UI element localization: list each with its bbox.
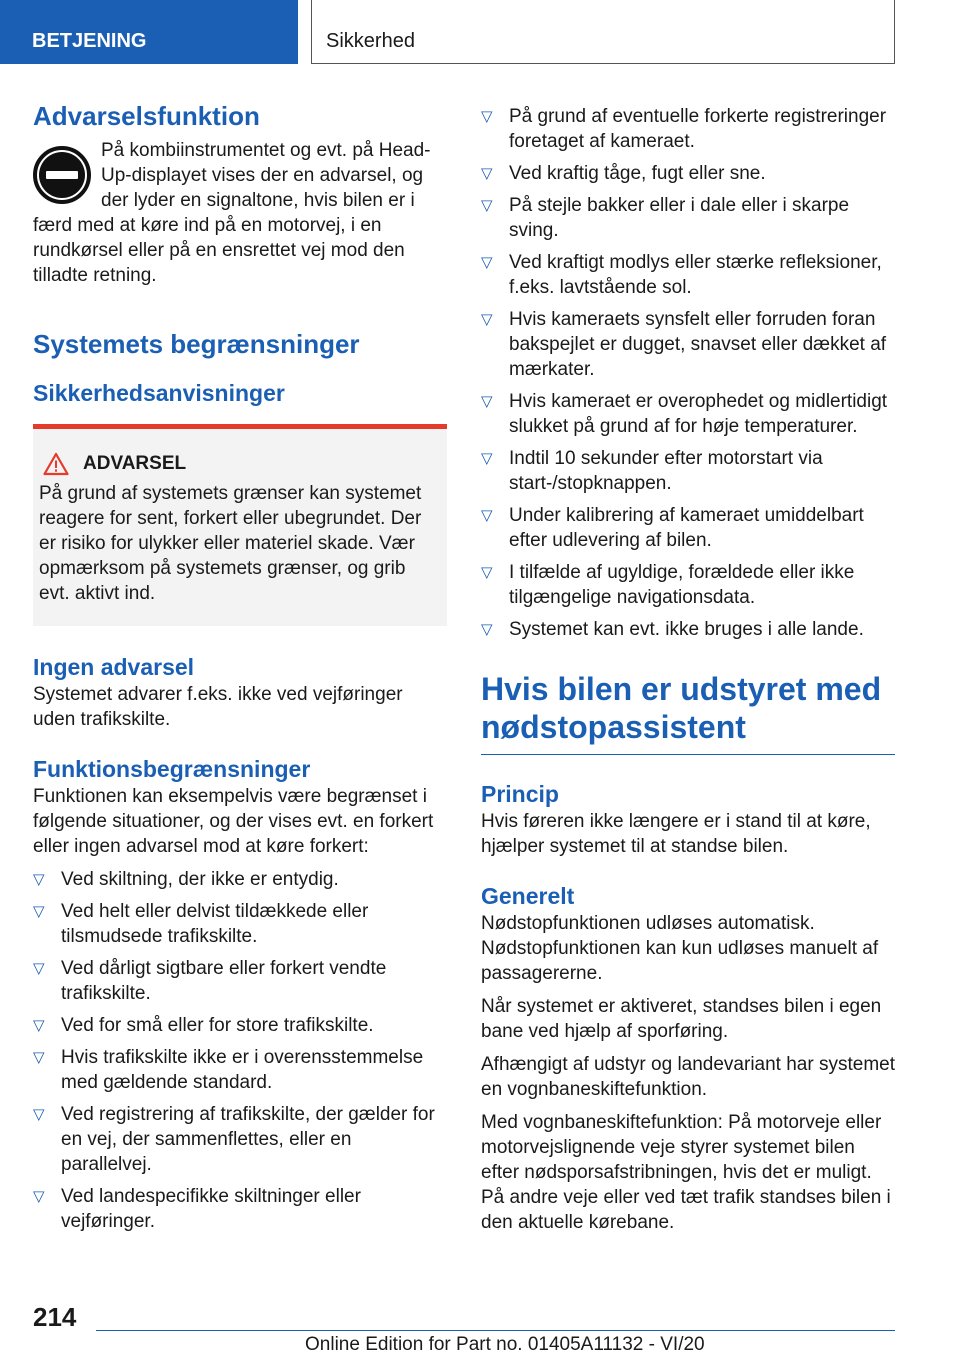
- heading-advarselsfunktion: Advarselsfunktion: [33, 101, 260, 131]
- right-column: [481, 100, 895, 1235]
- list-item: ▽ Hvis trafikskilte ikke er i overensstemmelse med gældende standard.: [33, 1047, 424, 1093]
- list-item: ▽ Ved registrering af trafikskilte, der gælder for en vej, der sammenflettes, eller en parallelvej.: [33, 1104, 435, 1175]
- ingen-text: Systemet advarer f.eks. ikke ved vejføringer uden trafikskilte.: [33, 684, 403, 730]
- list-item: ▽ På stejle bakker eller i dale eller i skarpe sving.: [481, 195, 850, 241]
- list-item: ▽ Ved landespecifikke skiltninger eller vejføringer.: [33, 1186, 361, 1232]
- list-triangle-icon: ▽: [33, 1017, 45, 1034]
- heading-begraensninger: Systemets begrænsninger: [33, 329, 360, 359]
- list-triangle-icon: ▽: [33, 960, 45, 977]
- list-triangle-icon: ▽: [481, 197, 493, 214]
- list-item: ▽ Ved kraftigt modlys eller stærke refleksioner, f.eks. lavtstående sol.: [481, 252, 882, 298]
- generelt-p3: Afhængigt af udstyr og landevariant har systemet en vognbaneskiftefunktion.: [481, 1054, 896, 1100]
- heading-nodstopassistent: Hvis bilen er udstyret med nødstopassistent: [481, 670, 895, 755]
- list-triangle-icon: ▽: [481, 393, 493, 410]
- list-triangle-icon: ▽: [33, 1188, 45, 1205]
- heading-funktionsbegraensninger: Funktionsbegrænsninger: [33, 756, 311, 782]
- warning-header: [39, 451, 439, 477]
- list-item: ▽ Ved skiltning, der ikke er entydig.: [33, 869, 339, 890]
- list-triangle-icon: ▽: [481, 311, 493, 328]
- heading-princip: Princip: [481, 781, 559, 807]
- left-list: [33, 867, 447, 1234]
- generelt-p1: Nødstopfunktionen udløses automatisk. Nødstopfunktionen kan kun udløses manuelt af passagererne.: [481, 913, 879, 984]
- generelt-p4: Med vognbaneskiftefunktion: På motorveje eller motorvejslignende veje styrer systemet bilen efter nødsporsafstribningen, hvis det er muligt. På andre veje eller ved tæt trafik standses bilen i den aktuelle kørebane.: [481, 1112, 891, 1233]
- heading-generelt: Generelt: [481, 883, 575, 909]
- footer-rule: [96, 1330, 895, 1331]
- list-triangle-icon: ▽: [481, 621, 493, 638]
- list-item: ▽ Hvis kameraets synsfelt eller forruden foran bakspejlet er dugget, snavset eller dækket af mærkater.: [481, 309, 887, 380]
- no-entry-icon: [33, 146, 91, 204]
- list-triangle-icon: ▽: [33, 903, 45, 920]
- list-item: ▽ Under kalibrering af kameraet umiddelbart efter udlevering af bilen.: [481, 505, 864, 551]
- list-item: ▽ Ved dårligt sigtbare eller forkert vendte trafikskilte.: [33, 958, 387, 1004]
- list-item: ▽ Ved helt eller delvist tildækkede eller tilsmudsede trafikskilte.: [33, 901, 369, 947]
- warning-text: På grund af systemets grænser kan systemet reagere for sent, forkert eller ubegrundet. Der er risiko for ulykker eller materiel skade. Vær opmærksom på systemets grænser, og grib evt. aktivt ind.: [39, 483, 422, 604]
- list-triangle-icon: ▽: [481, 507, 493, 524]
- page-number: 214: [33, 1302, 77, 1332]
- heading-sikkerhedsanvisninger: Sikkerhedsanvisninger: [33, 380, 285, 406]
- chapter-title: Sikkerhed: [311, 0, 895, 64]
- list-item: ▽ Ved for små eller for store trafikskilte.: [33, 1015, 374, 1036]
- warning-box: [33, 424, 447, 626]
- list-triangle-icon: ▽: [33, 1049, 45, 1066]
- list-triangle-icon: ▽: [481, 254, 493, 271]
- list-triangle-icon: ▽: [481, 564, 493, 581]
- section-tab: BETJENING: [0, 0, 298, 64]
- list-item: ▽ Hvis kameraet er overophedet og midlertidigt slukket på grund af for høje temperaturer.: [481, 391, 888, 437]
- advarsel-block: [33, 138, 447, 288]
- right-list: [481, 104, 895, 642]
- left-column: [33, 100, 447, 1241]
- list-triangle-icon: ▽: [481, 108, 493, 125]
- list-item: ▽ På grund af eventuelle forkerte registreringer foretaget af kameraet.: [481, 106, 887, 152]
- advarsel-text: På kombiinstrumentet og evt. på Head-Up-displayet vises der en advarsel, og der lyder en signaltone, hvis bilen er i færd med at køre ind på en motorvej, i en rundkørsel eller på en ensrettet vej mod den tilladte retning.: [33, 140, 431, 286]
- list-item: ▽ Ved kraftig tåge, fugt eller sne.: [481, 163, 766, 184]
- list-item: ▽ Indtil 10 sekunder efter motorstart via start-/stopknappen.: [481, 448, 823, 494]
- generelt-p2: Når systemet er aktiveret, standses bilen i egen bane ved hjælp af sporføring.: [481, 996, 882, 1042]
- list-item: ▽ Systemet kan evt. ikke bruges i alle lande.: [481, 619, 864, 640]
- funk-text: Funktionen kan eksempelvis være begrænset i følgende situationer, og der vises evt. en forkert eller ingen advarsel mod at køre forkert:: [33, 786, 434, 857]
- list-triangle-icon: ▽: [481, 450, 493, 467]
- warning-triangle-icon: [43, 452, 69, 476]
- heading-ingen-advarsel: Ingen advarsel: [33, 654, 195, 680]
- list-triangle-icon: ▽: [33, 871, 45, 888]
- list-item: ▽ I tilfælde af ugyldige, forældede eller ikke tilgængelige navigationsdata.: [481, 562, 855, 608]
- list-triangle-icon: ▽: [481, 165, 493, 182]
- list-triangle-icon: ▽: [33, 1106, 45, 1123]
- warning-label: ADVARSEL: [83, 453, 187, 474]
- footer-edition: Online Edition for Part no. 01405A11132 - VI/20: [305, 1334, 705, 1355]
- princip-text: Hvis føreren ikke længere er i stand til at køre, hjælper systemet til at standse bilen.: [481, 811, 871, 857]
